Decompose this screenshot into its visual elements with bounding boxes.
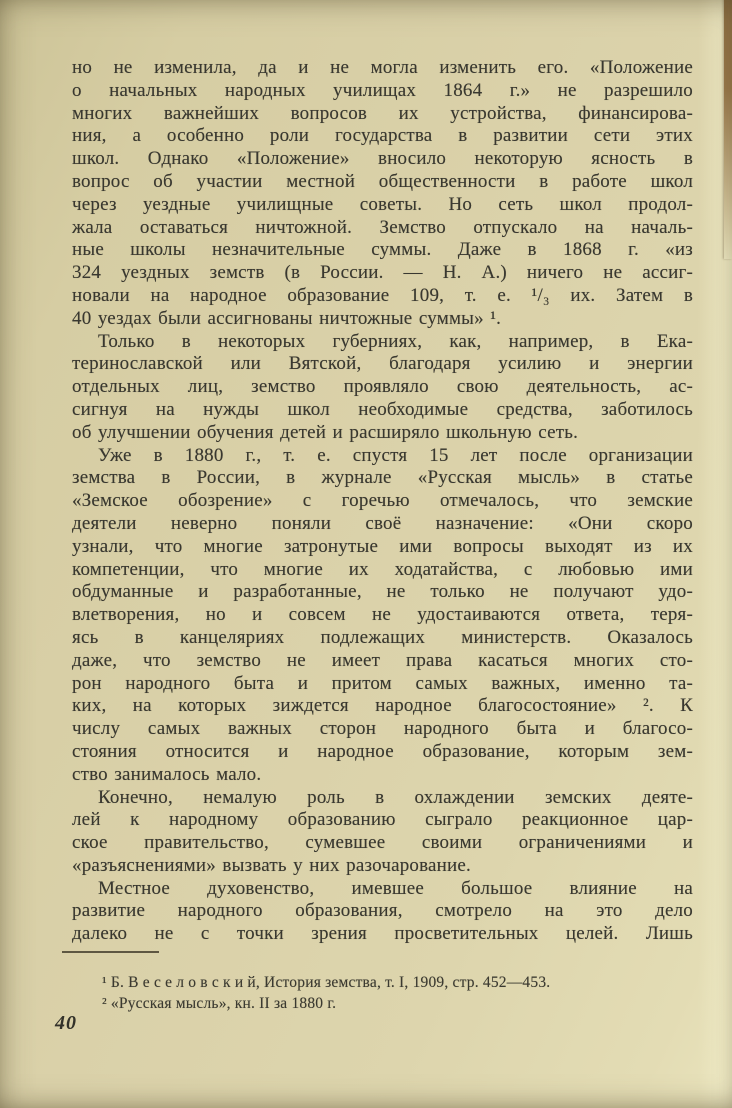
text-line: жала оставаться ничтожной. Земство отпускало на началь- <box>72 216 693 238</box>
text-line: узнали, что многие затронутые ими вопросы выходят из их <box>72 535 693 557</box>
text-line: сигнуя на нужды школ необходимые средства, заботилось <box>72 398 693 420</box>
page-body <box>72 57 693 1014</box>
text-line: Конечно, немалую роль в охлаждении земских деяте- <box>98 786 693 808</box>
footnote: ¹ Б. В е с е л о в с к и й, История земства, т. I, 1909, стр. 452—453. <box>102 974 551 992</box>
text-line: теринославской или Вятской, благодаря усилию и энергии <box>72 353 693 375</box>
text-line: стояния относится и народное образование, которым зем- <box>72 740 693 762</box>
text-line: через уездные училищные советы. Но сеть школ продол- <box>72 193 693 215</box>
text-line: ния, а особенно роли государства в развитии сети этих <box>72 125 693 147</box>
text-line: 324 уездных земств (в России. — Н. А.) ничего не ассиг- <box>72 262 693 284</box>
page-curl-highlight <box>698 0 732 1108</box>
footnotes <box>72 972 693 1014</box>
text-line: ское правительство, сумевшее своими ограничениями и <box>72 832 693 854</box>
text-line: Только в некоторых губерниях, как, например, в Ека- <box>98 330 693 352</box>
text-line: Уже в 1880 г., т. е. спустя 15 лет после организации <box>98 444 693 466</box>
text-line: Местное духовенство, имевшее большое влияние на <box>98 877 693 899</box>
text-line: лей к народному образованию сыграло реакционное цар- <box>72 809 693 831</box>
text-line: об улучшении обучения детей и расширяло школьную сеть. <box>72 421 579 443</box>
text-line: но не изменила, да и не могла изменить его. «Положение <box>72 57 693 78</box>
footnote-divider <box>62 951 159 953</box>
text-line: рон народного быта и притом самых важных, именно та- <box>72 672 693 694</box>
text-line: ство занималось мало. <box>72 763 262 785</box>
text-line: «Земское обозрение» с горечью отмечалось, что земские <box>72 490 693 512</box>
text-line: новали на народное образование 109, т. е. ¹/₃ их. Затем в <box>72 284 693 306</box>
text-line: земства в России, в журнале «Русская мысль» в статье <box>72 467 693 489</box>
text-line: школ. Однако «Положение» вносило некоторую ясность в <box>72 148 693 170</box>
text-line: ясь в канцеляриях подлежащих министерств. Оказалось <box>72 626 693 648</box>
text-line: даже, что земство не имеет права касаться многих сто- <box>72 649 693 671</box>
text-line: 40 уездах были ассигнованы ничтожные суммы» ¹. <box>72 307 502 329</box>
footnote: ² «Русская мысль», кн. II за 1880 г. <box>102 995 337 1013</box>
text-line: «разъяснениями» вызвать у них разочарование. <box>72 854 471 876</box>
body-text <box>72 57 693 946</box>
text-line: влетворения, но и совсем не удостаиваются ответа, теря- <box>72 604 693 626</box>
text-line: компетенции, что многие их ходатайства, с любовью ими <box>72 558 693 580</box>
text-line: обдуманные и разработанные, не только не получают удо- <box>72 581 693 603</box>
text-line: о начальных народных училищах 1864 г.» не разрешило <box>72 79 693 101</box>
text-line: числу самых важных сторон народного быта и благосо- <box>72 718 693 740</box>
text-line: развитие народного образования, смотрело на это дело <box>72 900 693 922</box>
book-edge-shadow <box>724 0 732 259</box>
text-line: ких, на которых зиждется народное благосостояние» ². К <box>72 695 693 717</box>
text-line: отдельных лиц, земство проявляло свою деятельность, ас- <box>72 376 693 398</box>
text-line: многих важнейших вопросов их устройства, финансирова- <box>72 102 693 124</box>
text-line: вопрос об участии местной общественности в работе школ <box>72 170 693 192</box>
text-line: деятели неверно поняли своё назначение: «Они скоро <box>72 512 693 534</box>
text-line: ные школы незначительные суммы. Даже в 1868 г. «из <box>72 239 693 261</box>
page-number: 40 <box>55 1012 77 1034</box>
text-line: далеко не с точки зрения просветительных целей. Лишь <box>72 923 693 945</box>
